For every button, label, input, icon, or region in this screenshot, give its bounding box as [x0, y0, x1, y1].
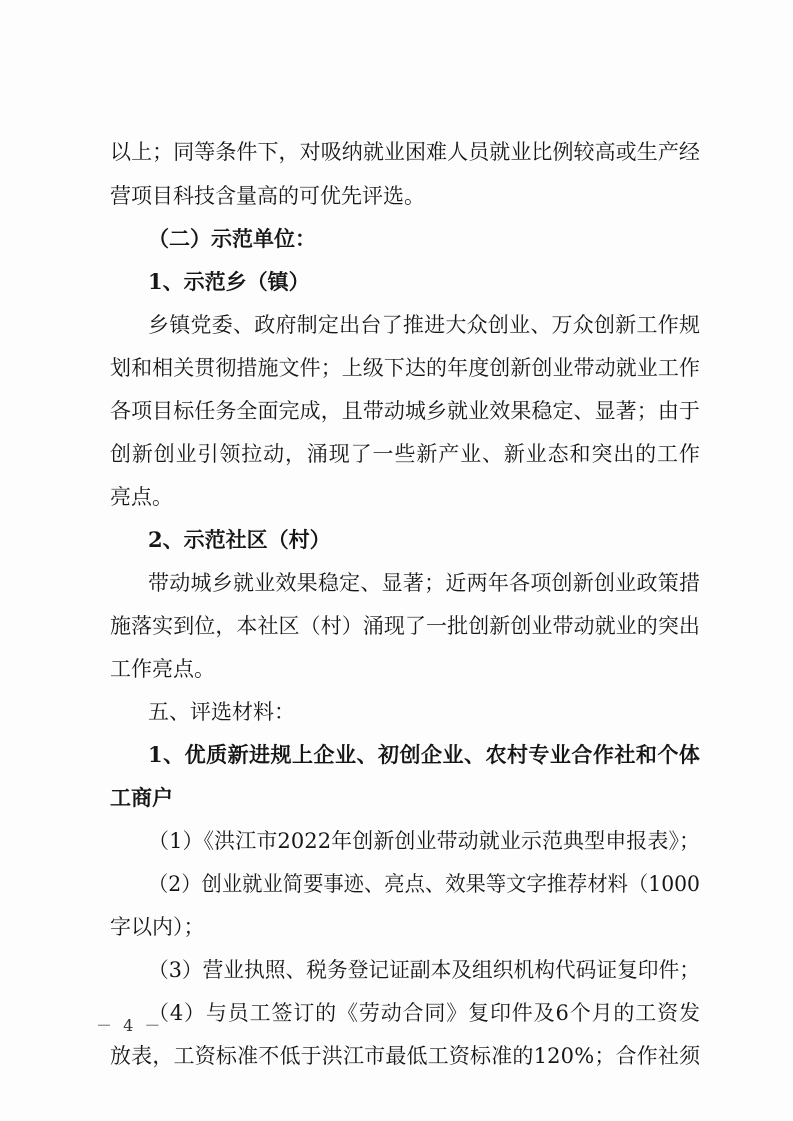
text-content: 工作亮点。 [110, 657, 215, 681]
text-content: 各项目标任务全面完成，且带动城乡就业效果稳定、显著；由于 [110, 399, 700, 423]
text-line-11 [0, 563, 793, 603]
section-heading-materials [0, 692, 793, 732]
subheading-demo-township [0, 262, 793, 302]
text-content: （1）《洪江市2022年创新创业带动就业示范典型申报表》； [148, 829, 701, 853]
text-content: 施落实到位，本社区（村）涌现了一批创新创业带动就业的突出 [110, 614, 700, 638]
text-line-7 [0, 391, 793, 431]
list-item-4-cont [0, 1036, 793, 1076]
heading-text: 2、示范社区（村） [148, 527, 331, 552]
text-content: （3）营业执照、税务登记证副本及组织机构代码证复印件； [148, 958, 700, 982]
text-line-9 [0, 477, 793, 517]
text-content: 带动城乡就业效果稳定、显著；近两年各项创新创业政策措 [148, 571, 701, 595]
text-content: （4）与员工签订的《劳动合同》复印件及6个月的工资发 [148, 1001, 701, 1025]
text-line-8 [0, 434, 793, 474]
heading-text: 1、示范乡（镇） [148, 269, 310, 294]
text-content: （2）创业就业简要事迹、亮点、效果等文字推荐材料（1000 [148, 872, 700, 896]
text-content: 营项目科技含量高的可优先评选。 [110, 184, 425, 208]
text-content: 创新创业引领拉动，涌现了一些新产业、新业态和突出的工作 [110, 442, 701, 466]
text-line-12 [0, 606, 793, 646]
text-content: 划和相关贯彻措施文件；上级下达的年度创新创业带动就业工作 [110, 356, 700, 380]
text-content: 亮点。 [110, 485, 173, 509]
text-line-6 [0, 348, 793, 388]
text-content: 以上；同等条件下，对吸纳就业困难人员就业比例较高或生产经 [110, 140, 700, 164]
subheading-enterprises-cont [0, 778, 793, 818]
section-heading-demo-units [0, 219, 793, 259]
heading-text: 五、评选材料： [148, 700, 295, 724]
list-item-2-cont [0, 907, 793, 947]
heading-text: （二）示范单位： [148, 226, 316, 251]
text-line-5 [0, 305, 793, 345]
heading-text: 工商户 [110, 785, 173, 810]
list-item-2 [0, 864, 793, 904]
subheading-enterprises [0, 735, 793, 775]
list-item-3 [0, 950, 793, 990]
text-line-1 [0, 132, 793, 172]
subheading-demo-community [0, 520, 793, 560]
text-content: 乡镇党委、政府制定出台了推进大众创业、万众创新工作规 [148, 313, 701, 337]
heading-text: 1、优质新进规上企业、初创企业、农村专业合作社和个体 [148, 742, 701, 767]
text-line-2 [0, 176, 793, 216]
page-number: － 4 － [96, 1016, 164, 1035]
list-item-1 [0, 821, 793, 861]
text-line-13 [0, 649, 793, 689]
text-content: 放表，工资标准不低于洪江市最低工资标准的120%；合作社须 [110, 1044, 701, 1068]
text-content: 字以内）； [110, 915, 205, 939]
